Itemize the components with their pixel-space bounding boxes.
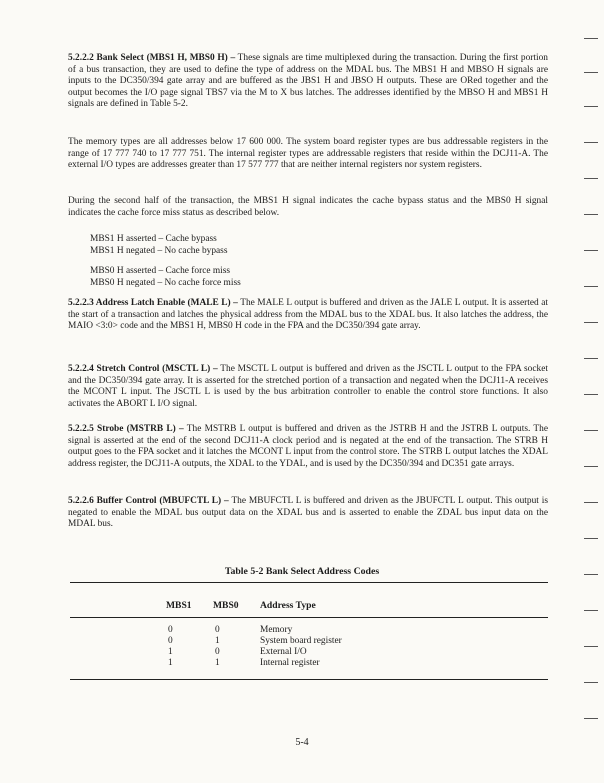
table-header-address-type: Address Type (260, 600, 316, 611)
edge-mark (584, 142, 598, 143)
edge-mark (584, 106, 598, 107)
table-cell: 0 (215, 647, 220, 657)
paragraph-address-latch: The MALE L output is buffered and driven as the JALE L output. It is asserted at the start of a transaction and latches the physical address from the MDAL bus to the XDAL bus. It also latches the address, the MAIO <3:0> code and the MBS1 H, MBS0 H code in the FPA and the DC350/394 gate array. (68, 298, 548, 331)
edge-mark (584, 358, 598, 359)
table-header-mbs1: MBS1 (166, 600, 192, 611)
paragraph-bank-select: These signals are time multiplexed during the transaction. During the first portion of a bus transaction, they are used to define the type of address on the MDAL bus. The MBS1 H and MBSO H signals are inputs to the DC350/394 gate array and are buffered as the JBS1 H and JBSO H outputs. These are ORed together and the output becomes the I/O page signal TBS7 via the M to X bus latches. The addresses identified by the MBSO H and MBS1 H signals are defined in Table 5-2. (68, 53, 548, 109)
edge-mark (584, 214, 598, 215)
section-strobe (68, 424, 548, 470)
edge-mark (584, 646, 598, 647)
table-cell: 1 (168, 658, 173, 668)
list-item: MBS1 H asserted – Cache bypass (90, 234, 217, 244)
list-mbs0 (90, 266, 241, 289)
table-cell: 0 (168, 636, 173, 646)
table-column-mbs0 (215, 625, 220, 669)
edge-mark (584, 502, 598, 503)
paragraph-stretch-control: The MSCTL L output is buffered and driven as the JSCTL L output to the FPA socket and the DC350/394 gate array. It is asserted for the stretched portion of a transaction and negated when the DCJ11-A receives the MCONT L input. The JSCTL L is used by the bus arbitration controller to enable the control store functions. It also activates the ABORT L I/O signal. (68, 364, 548, 409)
section-address-latch (68, 298, 548, 333)
table-header-rule (70, 617, 548, 618)
table-cell: 1 (168, 647, 173, 657)
table-caption: Table 5-2 Bank Select Address Codes (224, 566, 380, 577)
section-buffer-control (68, 496, 548, 531)
edge-mark (584, 286, 598, 287)
table-cell: 1 (215, 636, 220, 646)
edge-mark (584, 430, 598, 431)
table-column-address-type (260, 625, 342, 669)
table-cell: System board register (260, 636, 342, 646)
paragraph-memory-types (68, 137, 548, 172)
paragraph-strobe: The MSTRB L output is buffered and driven as the JSTRB H and the JSTRB L outputs. The signal is asserted at the end of the second DCJ11-A clock period and is negated at the end of the transaction. The STRB H output goes to the FPA socket and it latches the MCONT L input from the control store. The STRB L output latches the XDAL address register, the DCJ11-A outputs, the XDAL to the YDAL, and is used by the DC350/394 and DC351 gate arrays. (68, 424, 548, 469)
section-stretch-control (68, 364, 548, 410)
table-cell: 1 (215, 658, 220, 668)
list-item: MBS1 H negated – No cache bypass (90, 245, 228, 256)
list-mbs1 (90, 234, 227, 257)
heading-address-latch: 5.2.2.3 Address Latch Enable (MALE L) – (68, 298, 238, 308)
edge-mark (584, 322, 598, 323)
edge-mark (584, 574, 598, 575)
table-cell: 0 (215, 625, 220, 635)
edge-mark (584, 178, 598, 179)
heading-stretch-control: 5.2.2.4 Stretch Control (MSCTL L) – (68, 364, 218, 374)
list-item: MBS0 H negated – No cache force miss (90, 277, 241, 288)
edge-mark (584, 538, 598, 539)
list-item: MBS0 H asserted – Cache force miss (90, 266, 231, 276)
table-column-mbs1 (168, 625, 173, 669)
paragraph-second-half (68, 196, 548, 219)
section-bank-select (68, 53, 548, 111)
paragraph-memory-types-text: The memory types are all addresses below 17 600 000. The system board register types are bus addressable registers in the range of 17 777 740 to 17 777 751. The internal register types are addressable registers that reside within the DCJ11-A. The external I/O types are addresses greater than 17 577 777 that are neither internal registers nor system registers. (68, 137, 548, 170)
edge-mark (584, 466, 598, 467)
table-cell: Internal register (260, 658, 320, 668)
page-number: 5-4 (295, 737, 309, 748)
edge-mark (584, 250, 598, 251)
table-cell: 0 (168, 625, 173, 635)
edge-mark (584, 610, 598, 611)
table-header-mbs0: MBS0 (213, 600, 239, 611)
edge-mark (584, 38, 598, 39)
paragraph-buffer-control: The MBUFCTL L is buffered and driven as the JBUFCTL L output. This output is negated to enable the MDAL bus output data on the XDAL bus and is asserted to enable the ZDAL bus input data on the MDAL bus. (68, 496, 549, 529)
table-cell: Memory (260, 625, 293, 635)
edge-mark (584, 682, 598, 683)
table-bottom-rule (70, 679, 548, 680)
edge-mark (584, 394, 598, 395)
heading-bank-select: 5.2.2.2 Bank Select (MBS1 H, MBS0 H) – (68, 53, 236, 63)
paragraph-second-half-text: During the second half of the transaction, the MBS1 H signal indicates the cache bypass status and the MBS0 H signal indicates the cache force miss status as described below. (68, 196, 548, 218)
edge-mark (584, 72, 598, 73)
heading-strobe: 5.2.2.5 Strobe (MSTRB L) – (68, 424, 184, 434)
heading-buffer-control: 5.2.2.6 Buffer Control (MBUFCTL L) – (68, 496, 229, 506)
table-top-rule (70, 582, 548, 583)
table-cell: External I/O (260, 647, 307, 657)
edge-mark (584, 718, 598, 719)
